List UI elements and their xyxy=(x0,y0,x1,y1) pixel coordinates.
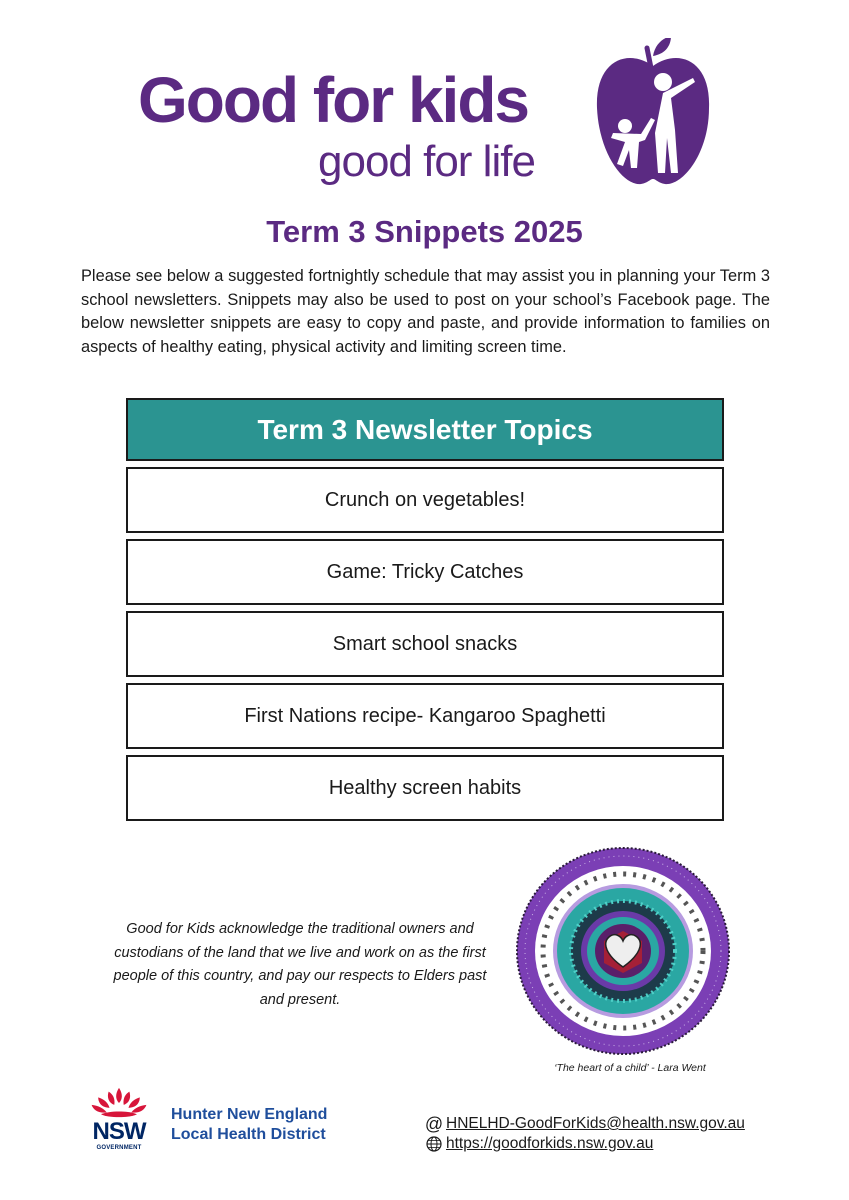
district-line-2: Local Health District xyxy=(171,1126,326,1143)
apple-logo-icon xyxy=(593,38,713,188)
logo-sub-text: good for life xyxy=(318,137,535,186)
email-link[interactable]: HNELHD-GoodForKids@health.nsw.gov.au xyxy=(446,1115,745,1132)
district-line-1: Hunter New England xyxy=(171,1106,328,1123)
newsletter-topics-table xyxy=(126,398,724,821)
topic-item: Healthy screen habits xyxy=(126,755,724,821)
topic-item: Game: Tricky Catches xyxy=(126,539,724,605)
nsw-government-logo xyxy=(84,1086,154,1158)
topic-item: Crunch on vegetables! xyxy=(126,467,724,533)
email-row xyxy=(424,1114,745,1134)
nsw-logo-subtext: GOVERNMENT xyxy=(96,1145,142,1151)
contact-details xyxy=(424,1114,745,1154)
at-icon: @ xyxy=(424,1114,444,1134)
topic-item: Smart school snacks xyxy=(126,611,724,677)
topic-item: First Nations recipe- Kangaroo Spaghetti xyxy=(126,683,724,749)
artwork-caption: ‘The heart of a child’ - Lara Went xyxy=(554,1062,706,1074)
district-name xyxy=(171,1105,327,1145)
nsw-logo-text: NSW xyxy=(92,1118,146,1145)
globe-icon xyxy=(424,1136,444,1152)
good-for-kids-logo xyxy=(138,38,718,188)
website-link[interactable]: https://goodforkids.nsw.gov.au xyxy=(446,1135,654,1152)
page-title: Term 3 Snippets 2025 xyxy=(266,214,583,249)
topics-header: Term 3 Newsletter Topics xyxy=(126,398,724,461)
logo-main-text: Good for kids xyxy=(138,64,528,136)
artwork-heart-of-a-child xyxy=(514,845,732,1057)
acknowledgement-of-country: Good for Kids acknowledge the traditional owners and custodians of the land that we live and work on as the first people of this country, and pay our respects to Elders past and present. xyxy=(113,921,487,1008)
website-row xyxy=(424,1134,745,1154)
waratah-icon xyxy=(86,1086,152,1120)
intro-paragraph: Please see below a suggested fortnightly schedule that may assist you in planning your Term 3 school newsletters. Snippets may also be used to post on your school’s Facebook page. The below newsletter snippets are easy to copy and paste, and provide information to families on aspects of healthy eating, physical activity and limiting screen time. xyxy=(81,267,770,356)
